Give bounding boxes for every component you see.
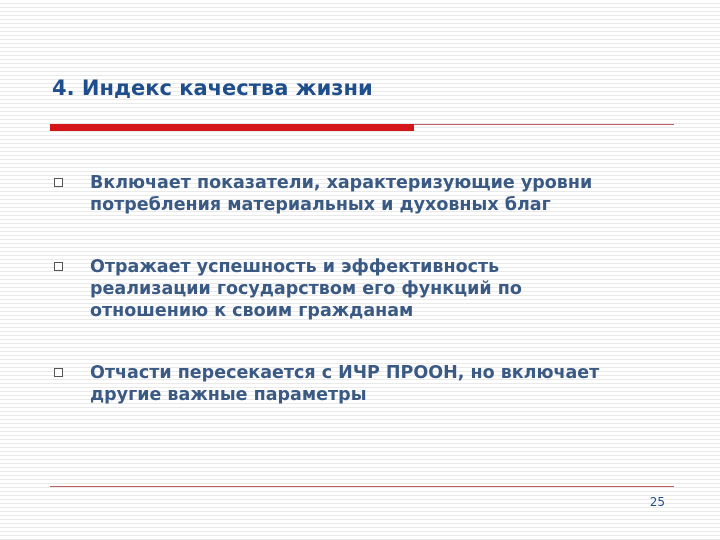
bullet-text-line: Включает показатели, характеризующие уровни [90,173,593,193]
square-bullet-icon [54,368,63,377]
bullet-text [90,362,680,406]
square-bullet-icon [54,262,63,271]
bullet-text-line: отношению к своим гражданам [90,301,414,321]
square-bullet-icon [54,178,63,187]
title-underline-accent [50,124,414,131]
bullet-text-line: другие важные параметры [90,385,367,405]
bullet-text-line: Отражает успешность и эффективность [90,257,500,277]
bullet-text-line: потребления материальных и духовных благ [90,195,551,215]
bullet-text [90,172,680,216]
bullet-text-line: реализации государством его функций по [90,279,522,299]
bullet-text [90,256,680,322]
footer-rule [50,486,674,487]
title-underline-rule [414,124,674,125]
slide-title: 4. Индекс качества жизни [52,76,373,100]
page-number: 25 [649,495,665,509]
bullet-text-line: Отчасти пересекается с ИЧР ПРООН, но включает [90,363,600,383]
